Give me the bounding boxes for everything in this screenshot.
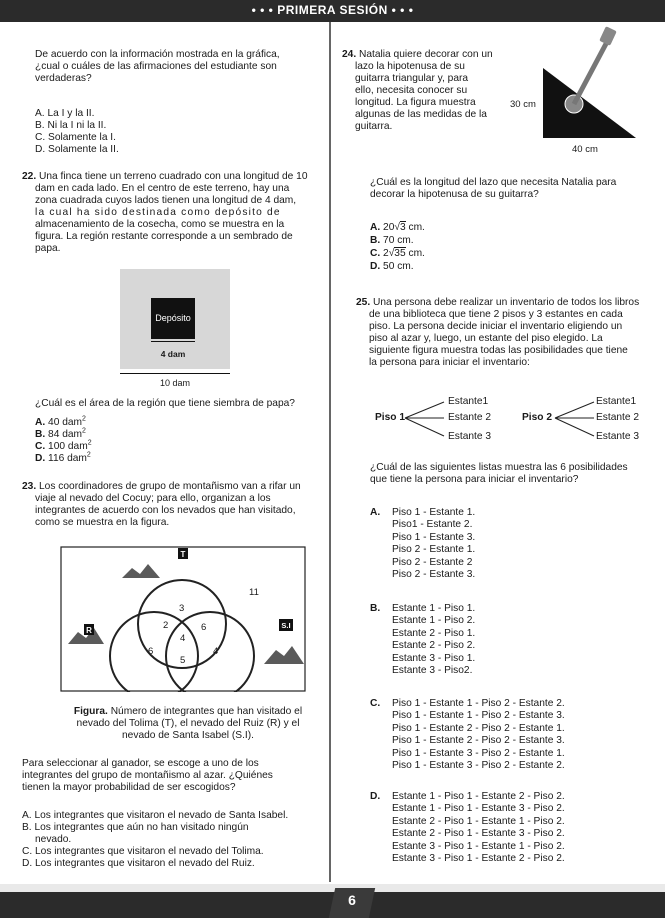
- q22-options: [35, 417, 155, 465]
- venn-universe: [61, 547, 305, 691]
- tree-shelf: Estante 3: [448, 431, 492, 442]
- tree-floor-2: Piso 2: [522, 412, 553, 423]
- guitar-figure: [508, 26, 643, 146]
- text-line: Natalia quiere decorar con un: [359, 49, 493, 60]
- circle-ruiz: [110, 612, 198, 692]
- question-number: 22.: [22, 171, 37, 182]
- option-a[interactable]: A. 40 dam$^2$: [35, 415, 86, 428]
- text-line: piso. La persona decide iniciar el inventario eligiendo un: [369, 321, 623, 332]
- venn-diagram: [60, 546, 306, 692]
- option-a[interactable]: A. Los integrantes que visitaron el nevado de Santa Isabel.: [22, 810, 289, 821]
- text-line: ¿cual o cuáles de las afirmaciones del estudiante son: [35, 61, 277, 72]
- text-line: De acuerdo con la información mostrada en la gráfica,: [35, 49, 280, 60]
- page-footer: [0, 884, 665, 918]
- outer-dimension-line: [120, 373, 230, 374]
- venn-si-only: 4: [213, 646, 219, 657]
- text-line: Una persona debe realizar un inventario de todos los libros: [373, 297, 640, 308]
- text-line: viaje al nevado del Cocuy; para ello, organizan a los: [35, 493, 271, 504]
- q23-options: [22, 810, 327, 870]
- q24-question: ¿Cuál es la longitud del lazo que necesita Natalia para decorar la hipotenusa de su guitarra?: [370, 177, 617, 200]
- tree-shelf: Estante1: [596, 396, 637, 407]
- text-line: como se muestra en la figura.: [35, 517, 170, 528]
- option-b[interactable]: B. 70 cm.: [370, 235, 414, 246]
- text-line: longitud. La figura muestra: [355, 97, 476, 108]
- tree-shelf: Estante 3: [596, 431, 640, 442]
- option-c[interactable]: Piso 1 - Estante 1 - Piso 2 - Estante 2. Piso 1 - Estante 1 - Piso 2 - Estante 3. Piso 1 - Estante 2 - Piso 2 - Estante 1. Piso 1 - Estante 2 - Piso 2 - Estante 3. Piso 1 - Estante 3 - Piso 2 - Estante 1. Piso 1 - Estante 3 - Piso 2 - Estante 2.: [392, 698, 565, 772]
- text-line: verdaderas?: [35, 73, 92, 84]
- option-b[interactable]: B. Ni la I ni la II.: [35, 120, 107, 131]
- option-d[interactable]: D. Solamente la II.: [35, 144, 119, 155]
- tag-r: R: [86, 626, 92, 635]
- height-label: 30 cm: [510, 99, 536, 110]
- deposit-square: [151, 298, 195, 339]
- option-b-cont: nevado.: [35, 834, 72, 845]
- q24-options: [370, 222, 520, 274]
- tree-shelf: Estante1: [448, 396, 489, 407]
- tree-shelf: Estante 2: [596, 412, 640, 423]
- option-a[interactable]: A. 20√3 cm.: [370, 222, 425, 233]
- q24-statement: [342, 49, 517, 133]
- option-a[interactable]: Piso 1 - Estante 1. Piso1 - Estante 2. Piso 1 - Estante 3. Piso 2 - Estante 1. Piso 2 - Estante 2 Piso 2 - Estante 3.: [392, 507, 476, 581]
- text-line: Una finca tiene un terreno cuadrado con una longitud de 10: [39, 171, 308, 182]
- venn-r-si: 5: [180, 655, 186, 666]
- q25-question: ¿Cuál de las siguientes listas muestra las 6 posibilidades que tiene la persona para iniciar el inventario?: [370, 462, 628, 485]
- q25-statement: [356, 297, 656, 369]
- guitar-headstock: [599, 26, 617, 46]
- session-title: • • • PRIMERA SESIÓN • • •: [251, 3, 414, 17]
- text-line: almacenamiento de la cosecha, como se muestra en la: [35, 219, 285, 230]
- option-c[interactable]: C. Los integrantes que visitaron el nevado del Tolima.: [22, 846, 264, 857]
- venn-center: 4: [180, 633, 186, 644]
- question-number: 25.: [356, 297, 371, 308]
- text-line: guitarra triangular y, para: [355, 73, 469, 84]
- outer-side-label: 10 dam: [159, 378, 191, 388]
- text-line: algunas de las medidas de la: [355, 109, 487, 120]
- option-c[interactable]: C. 100 dam$^2$: [35, 439, 92, 452]
- option-c-letter: C.: [370, 698, 381, 709]
- text-line: la persona para iniciar el inventario:: [369, 357, 530, 368]
- text-line: siguiente figura muestra todas las posibilidades que tiene: [369, 345, 628, 356]
- tree-shelf: Estante 2: [448, 412, 492, 423]
- option-b[interactable]: B. Los integrantes que aún no han visitado ningún: [22, 822, 249, 833]
- option-d[interactable]: D. Los integrantes que visitaron el nevado del Ruiz.: [22, 858, 255, 869]
- page-header: [0, 0, 665, 22]
- text-line: dam en cada lado. En el centro de este terreno, hay una: [35, 183, 290, 194]
- text-line: ello, necesita conocer su: [355, 85, 468, 96]
- text-line: figura. La región restante corresponde a un sembrado de: [35, 231, 293, 242]
- option-c[interactable]: C. 2√35 cm.: [370, 248, 425, 259]
- venn-outside-count: 11: [249, 587, 259, 598]
- option-a-letter: A.: [370, 507, 381, 518]
- q21-options: [35, 108, 235, 156]
- option-d[interactable]: D. 50 cm.: [370, 261, 414, 272]
- option-b[interactable]: Estante 1 - Piso 1. Estante 1 - Piso 2. Estante 2 - Piso 1. Estante 2 - Piso 2. Estante 3 - Piso 1. Estante 3 - Piso2.: [392, 603, 476, 677]
- q21-intro: [35, 49, 325, 85]
- page-number: 6: [348, 892, 356, 908]
- mountain-icon: [264, 646, 304, 664]
- option-c[interactable]: C. Solamente la I.: [35, 132, 116, 143]
- circle-santa-isabel: [166, 612, 254, 692]
- q23-statement: [22, 481, 327, 529]
- text-line: piso al azar y, luego, un estante del piso elegido. La: [369, 333, 603, 344]
- tree-floor-1: Piso 1: [375, 412, 406, 423]
- q22-statement: [22, 171, 322, 255]
- q23-question: Para seleccionar al ganador, se escoge a uno de los integrantes del grupo de montañismo al azar. ¿Quiénes tienen la mayor probabilidad de ser escogidos?: [22, 758, 273, 793]
- venn-r-only: 6: [148, 646, 154, 657]
- guitar-neck: [574, 40, 608, 104]
- text-line: lazo la hipotenusa de su: [355, 61, 465, 72]
- text-line: la cual ha sido destinada como depósito de: [35, 207, 281, 218]
- venn-t-r: 2: [163, 620, 169, 631]
- text-line: papa.: [35, 243, 61, 254]
- inner-side-label: 4 dam: [160, 349, 186, 359]
- option-d[interactable]: D. 116 dam$^2$: [35, 451, 91, 464]
- deposit-label: Depósito: [155, 313, 191, 323]
- text-line: de una biblioteca que tiene 2 pisos y 3 estantes en cada: [369, 309, 623, 320]
- text-line: zona cuadrada cuyos lados tienen una longitud de 4 dam,: [35, 195, 297, 206]
- mountain-icon: [122, 564, 160, 578]
- land-square: [120, 269, 230, 369]
- q22-question: ¿Cuál es el área de la región que tiene siembra de papa?: [35, 398, 295, 409]
- venn-caption: Figura. Número de integrantes que han visitado el nevado del Tolima (T), el nevado del Ruiz (R) y el nevado de Santa Isabel (S.I).: [73, 706, 303, 741]
- option-d-letter: D.: [370, 791, 381, 802]
- tag-si: S.I: [281, 621, 291, 630]
- inner-dimension-line: [151, 341, 195, 342]
- venn-t-si: 6: [201, 622, 207, 633]
- text-line: Los coordinadores de grupo de montañismo van a rifar un: [39, 481, 301, 492]
- option-d[interactable]: Estante 1 - Piso 1 - Estante 2 - Piso 2. Estante 1 - Piso 1 - Estante 3 - Piso 2. Estante 2 - Piso 1 - Estante 1 - Piso 2. Estante 2 - Piso 1 - Estante 3 - Piso 2. Estante 3 - Piso 1 - Estante 1 - Piso 2. Estante 3 - Piso 1 - Estante 2 - Piso 2.: [392, 791, 565, 865]
- tag-t: T: [180, 550, 186, 559]
- question-number: 23.: [22, 481, 37, 492]
- question-number: 24.: [342, 49, 357, 60]
- text-line: integrantes de acuerdo con los nevados que han visitado,: [35, 505, 296, 516]
- option-a[interactable]: A. La I y la II.: [35, 108, 95, 119]
- venn-t-only: 3: [179, 603, 185, 614]
- base-label: 40 cm: [572, 144, 598, 155]
- option-b[interactable]: B. 84 dam$^2$: [35, 427, 86, 440]
- text-line: guitarra.: [355, 121, 393, 132]
- column-divider: [329, 22, 331, 882]
- option-b-letter: B.: [370, 603, 381, 614]
